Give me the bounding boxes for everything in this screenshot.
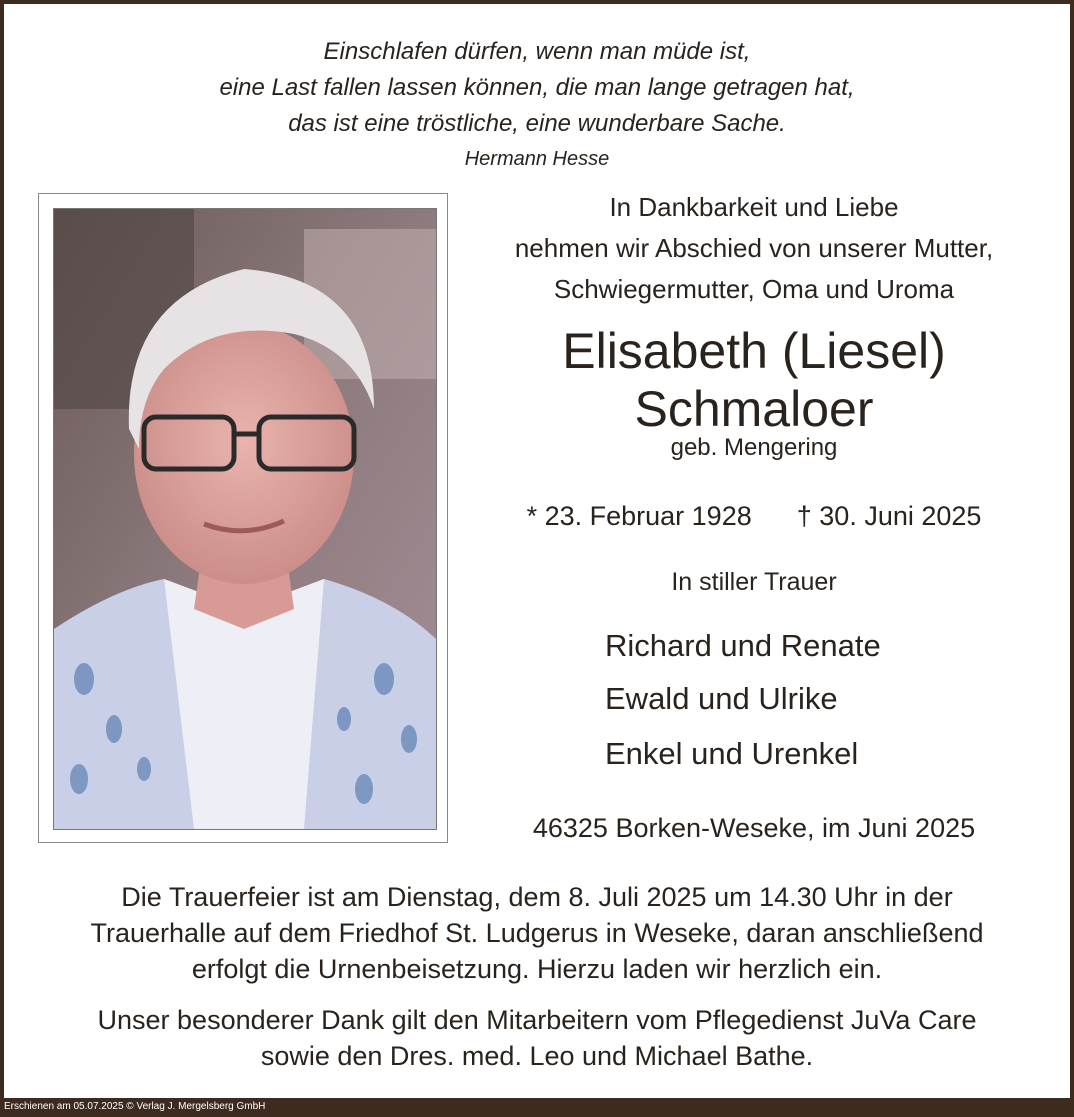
name-block [464,322,1044,462]
thanks-line: Unser besonderer Dank gilt den Mitarbeitern vom Pflegedienst JuVa Care [97,1005,977,1035]
funeral-line: Trauerhalle auf dem Friedhof St. Ludgerus in Weseke, daran anschließend [90,918,984,948]
obituary-card [4,4,1070,1098]
funeral-info [4,879,1070,987]
thanks-block [4,1002,1070,1074]
intro-block [464,187,1044,310]
deceased-first-name: Elisabeth (Liesel) [562,323,946,379]
quote-block [4,34,1070,171]
portrait-photo [53,208,437,830]
mourner-name: Richard und Renate [605,628,881,663]
quote-line: das ist eine tröstliche, eine wunderbare Sache. [288,110,786,137]
portrait-illustration [54,209,436,829]
life-dates [464,501,1044,532]
intro-line: nehmen wir Abschied von unserer Mutter, [514,233,994,263]
maiden-name: geb. Mengering [670,434,838,461]
intro-line: Schwiegermutter, Oma und Uroma [553,274,955,304]
birth-date: * 23. Februar 1928 [526,501,752,531]
death-date: † 30. Juni 2025 [796,501,982,531]
thanks-line: sowie den Dres. med. Leo und Michael Bathe. [260,1041,814,1071]
funeral-line: erfolgt die Urnenbeisetzung. Hierzu laden wir herzlich ein. [191,954,883,984]
quote-line: eine Last fallen lassen können, die man lange getragen hat, [219,74,855,101]
publication-footer: Erschienen am 05.07.2025 © Verlag J. Mergelsberg GmbH [4,1101,266,1112]
place-date: 46325 Borken-Weseke, im Juni 2025 [532,813,976,843]
mourner-name: Enkel und Urenkel [605,736,859,771]
quote-author: Hermann Hesse [464,148,610,170]
intro-line: In Dankbarkeit und Liebe [609,192,899,222]
quote-line: Einschlafen dürfen, wenn man müde ist, [323,38,751,65]
funeral-line: Die Trauerfeier ist am Dienstag, dem 8. Juli 2025 um 14.30 Uhr in der [121,882,953,912]
mourning-heading: In stiller Trauer [671,568,837,596]
mourner-name: Ewald und Ulrike [605,681,838,716]
portrait-frame [38,193,448,843]
deceased-last-name: Schmaloer [634,381,874,437]
